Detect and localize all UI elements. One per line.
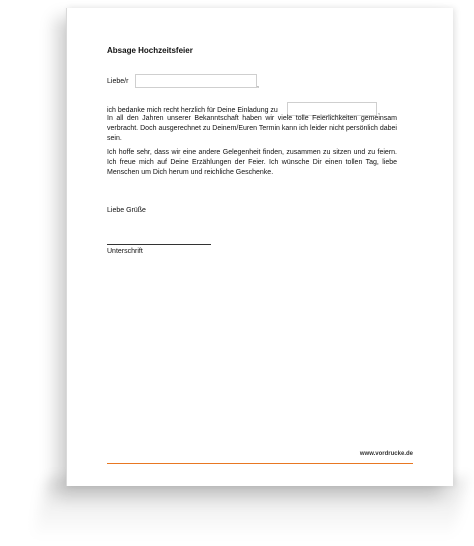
signature-line — [107, 244, 211, 245]
document-title: Absage Hochzeitsfeier — [107, 46, 193, 55]
salutation-comma: , — [257, 82, 259, 89]
footer-rule — [107, 463, 413, 464]
body-paragraph-2: Ich hoffe sehr, dass wir eine andere Gelegenheit finden, zusammen zu sitzen und zu feiern. Ich freue mich auf Deine Erzählungen der Feier. Ich wünsche Dir einen tollen Tag, liebe Menschen um Dich herum und reichliche Geschenke. — [107, 149, 397, 176]
footer-url: www.vordrucke.de — [359, 451, 413, 457]
signature-label: Unterschrift — [107, 248, 143, 255]
body-paragraph-1: In all den Jahren unserer Bekanntschaft haben wir viele tolle Feierlichkeiten gemeinsam verbracht. Doch ausgerechnet zu Deinem/Euren Termin kann ich leider nicht persönlich dabei sein. — [107, 115, 397, 142]
thanks-period: . — [378, 109, 380, 116]
document-sheet — [66, 8, 453, 486]
closing-greeting: Liebe Grüße — [107, 207, 146, 214]
recipient-name-field[interactable] — [135, 74, 257, 88]
salutation-label: Liebe/r — [107, 78, 129, 85]
sheet-shadow — [34, 478, 467, 538]
thanks-line: ich bedanke mich recht herzlich für Deine Einladung zu — [107, 107, 278, 114]
